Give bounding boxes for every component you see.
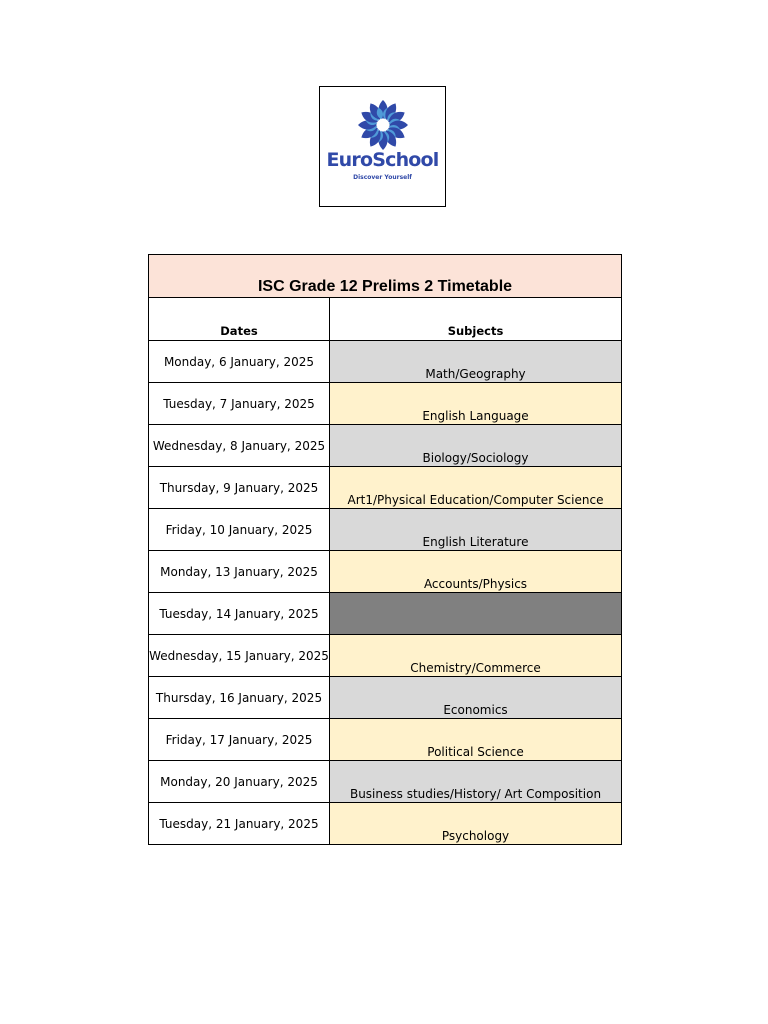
subject-cell: Math/Geography [330,341,622,383]
table-row [149,635,622,677]
date-cell: Thursday, 16 January, 2025 [149,677,330,719]
logo-wordmark [320,149,445,171]
table-row [149,425,622,467]
table-row [149,803,622,845]
subject-cell: English Language [330,383,622,425]
subject-cell: Biology/Sociology [330,425,622,467]
table-row [149,761,622,803]
date-cell: Tuesday, 14 January, 2025 [149,593,330,635]
date-cell: Thursday, 9 January, 2025 [149,467,330,509]
logo-name-part1: Euro [326,149,373,171]
date-cell: Friday, 10 January, 2025 [149,509,330,551]
subject-cell: Political Science [330,719,622,761]
school-logo [319,86,446,207]
date-cell: Monday, 20 January, 2025 [149,761,330,803]
subjects-header: Subjects [330,298,622,341]
date-cell: Tuesday, 7 January, 2025 [149,383,330,425]
dates-header: Dates [149,298,330,341]
timetable-title: ISC Grade 12 Prelims 2 Timetable [149,255,622,298]
subject-cell: Art1/Physical Education/Computer Science [330,467,622,509]
table-row [149,551,622,593]
subject-cell: Psychology [330,803,622,845]
table-row [149,593,622,635]
title-row [149,255,622,298]
subject-cell: Chemistry/Commerce [330,635,622,677]
subject-cell: Accounts/Physics [330,551,622,593]
subject-cell: English Literature [330,509,622,551]
header-row [149,298,622,341]
logo-name-part2: School [372,149,439,171]
table-row [149,383,622,425]
table-row [149,719,622,761]
table-row [149,509,622,551]
date-cell: Friday, 17 January, 2025 [149,719,330,761]
date-cell: Wednesday, 15 January, 2025 [149,635,330,677]
table-row [149,467,622,509]
date-cell: Wednesday, 8 January, 2025 [149,425,330,467]
subject-cell: Economics [330,677,622,719]
subject-cell: Business studies/History/ Art Composition [330,761,622,803]
date-cell: Tuesday, 21 January, 2025 [149,803,330,845]
date-cell: Monday, 13 January, 2025 [149,551,330,593]
subject-cell [330,593,622,635]
date-cell: Monday, 6 January, 2025 [149,341,330,383]
table-row [149,677,622,719]
flower-emblem-icon [357,99,409,151]
table-row [149,341,622,383]
timetable [148,254,622,845]
logo-tagline: Discover Yourself [353,174,412,181]
